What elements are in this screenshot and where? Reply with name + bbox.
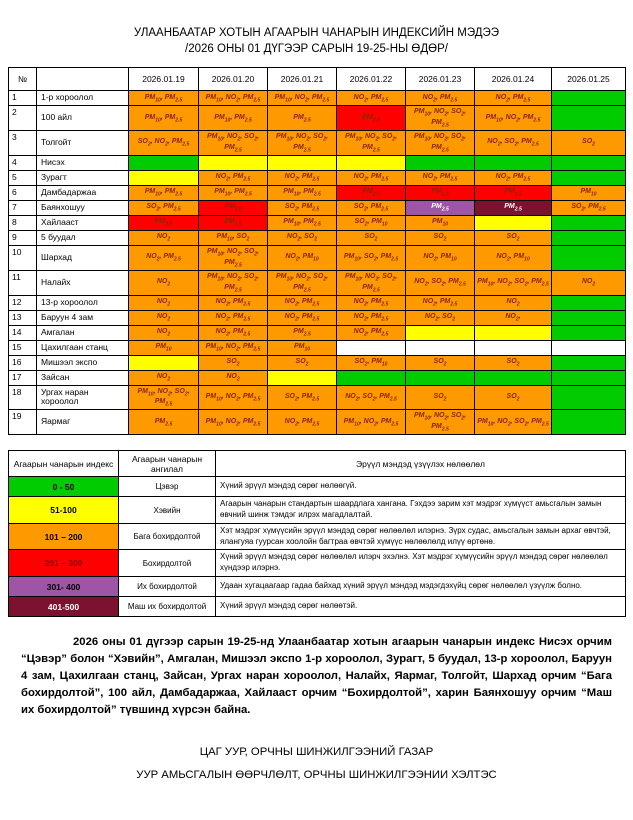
column-header-date: 2026.01.21	[268, 68, 337, 91]
aqi-legend-table	[8, 450, 626, 617]
aqi-cell	[475, 325, 552, 340]
aqi-cell: $NO_2$, $PM_{2.5}$	[337, 170, 406, 185]
station-name: Нисэх	[37, 155, 129, 170]
aqi-cell: $PM_{10}$, $NO_2$, $PM_{2.5}$	[268, 91, 337, 106]
aqi-cell: $PM_{10}$	[129, 340, 199, 355]
aqi-cell: $NO_2$, $PM_{10}$	[475, 245, 552, 270]
aqi-cell: $NO_2$	[129, 325, 199, 340]
legend-index-range: 51-100	[9, 497, 119, 524]
row-number: 15	[9, 340, 37, 355]
aqi-cell	[337, 155, 406, 170]
table-row	[9, 270, 626, 295]
table-row	[9, 355, 626, 370]
aqi-cell	[552, 91, 626, 106]
aqi-cell: $SO_2$	[268, 355, 337, 370]
column-header-date: 2026.01.22	[337, 68, 406, 91]
row-number: 10	[9, 245, 37, 270]
aqi-cell	[552, 385, 626, 410]
table-row	[9, 91, 626, 106]
aqi-cell: $NO_2$	[552, 270, 626, 295]
legend-category: Их бохирдолтой	[119, 577, 216, 597]
aqi-cell: $NO_2$, $PM_{2.5}$	[268, 295, 337, 310]
table-row	[9, 215, 626, 230]
aqi-cell	[552, 340, 626, 355]
aqi-cell: $NO_2$, $PM_{2.5}$	[337, 310, 406, 325]
column-header-number: №	[9, 68, 37, 91]
legend-column-header: Агаарын чанарын ангилал	[119, 451, 216, 477]
legend-index-range: 401-500	[9, 597, 119, 617]
row-number: 16	[9, 355, 37, 370]
row-number: 4	[9, 155, 37, 170]
aqi-cell	[552, 170, 626, 185]
table-row	[9, 410, 626, 435]
column-header-date: 2026.01.23	[406, 68, 475, 91]
row-number: 7	[9, 200, 37, 215]
station-name: Шархад	[37, 245, 129, 270]
aqi-cell: $PM_{10}$, $NO_2$, $PM_{2.5}$	[199, 385, 268, 410]
aqi-cell	[337, 370, 406, 385]
legend-category: Бага бохирдолтой	[119, 523, 216, 550]
row-number: 1	[9, 91, 37, 106]
aqi-cell: $PM_{10}$, $NO_2$, $SO_2$, $PM_{2.5}$	[199, 245, 268, 270]
aqi-cell: $PM_{10}$, $NO_2$, $SO_2$, $PM_{2.5}$	[199, 130, 268, 155]
row-number: 13	[9, 310, 37, 325]
legend-row	[9, 477, 626, 497]
aqi-cell	[552, 370, 626, 385]
aqi-cell: $NO_2$, $PM_{2.5}$	[268, 170, 337, 185]
column-header-date: 2026.01.20	[199, 68, 268, 91]
aqi-cell: $PM_{10}$, $PM_{2.5}$	[268, 215, 337, 230]
row-number: 6	[9, 185, 37, 200]
station-name: Зурагт	[37, 170, 129, 185]
aqi-cell: $NO_2$, $PM_{2.5}$	[406, 295, 475, 310]
aqi-cell: $NO_2$, $SO_2$	[268, 230, 337, 245]
aqi-cell: $PM_{10}$, $NO_2$, $SO_2$, $PM_{2.5}$	[406, 410, 475, 435]
legend-row	[9, 523, 626, 550]
report-title-line1: УЛААНБААТАР ХОТЫН АГААРЫН ЧАНАРЫН ИНДЕКСИЙН МЭДЭЭ	[133, 27, 500, 39]
aqi-cell: $PM_{10}$	[552, 185, 626, 200]
aqi-cell: $SO_2$	[406, 355, 475, 370]
aqi-cell: $PM_{2.5}$	[199, 200, 268, 215]
station-name: 1-р хороолол	[37, 91, 129, 106]
aqi-cell: $NO_2$, $PM_{2.5}$	[337, 91, 406, 106]
aqi-cell: $PM_{10}$, $NO_2$, $SO_2$, $PM_{2.5}$	[337, 270, 406, 295]
aqi-cell: $NO_2$	[199, 370, 268, 385]
aqi-cell: $SO_2$	[475, 355, 552, 370]
station-name: Толгойт	[37, 130, 129, 155]
footer-agency-line: ЦАГ УУР, ОРЧНЫ ШИНЖИЛГЭЭНИЙ ГАЗАР	[199, 745, 434, 758]
aqi-cell: $PM_{10}$	[406, 215, 475, 230]
table-row	[9, 295, 626, 310]
aqi-cell: $PM_{10}$, $NO_2$, $SO_2$, $PM_{2.5}$	[268, 130, 337, 155]
row-number: 17	[9, 370, 37, 385]
legend-category: Маш их бохирдолтой	[119, 597, 216, 617]
aqi-cell	[552, 106, 626, 131]
aqi-cell: $PM_{10}$, $PM_{2.5}$	[268, 185, 337, 200]
station-name: Амгалан	[37, 325, 129, 340]
aqi-cell: $NO_2$, $PM_{2.5}$	[199, 325, 268, 340]
station-name: 100 айл	[37, 106, 129, 131]
aqi-cell	[552, 410, 626, 435]
aqi-cell	[406, 340, 475, 355]
aqi-cell: $NO_2$, $PM_{2.5}$	[406, 170, 475, 185]
column-header-date: 2026.01.19	[129, 68, 199, 91]
aqi-cell: $PM_{2.5}$	[337, 185, 406, 200]
aqi-cell: $NO_2$	[129, 230, 199, 245]
aqi-cell: $SO_2$, $PM_{2.5}$	[129, 200, 199, 215]
station-name: 5 буудал	[37, 230, 129, 245]
aqi-cell	[406, 325, 475, 340]
aqi-cell: $NO_2$, $PM_{2.5}$	[337, 325, 406, 340]
row-number: 19	[9, 410, 37, 435]
legend-health-effect: Удаан хугацаагаар гадаа байхад хүний эрүүл мэндэд мэдэгдэхүйц сөрөг нөлөөлөл үзүүлж болно.	[216, 577, 626, 597]
aqi-cell: $PM_{2.5}$	[129, 215, 199, 230]
aqi-cell	[475, 155, 552, 170]
station-name: Мишээл экспо	[37, 355, 129, 370]
aqi-cell: $NO_2$, $SO_2$	[406, 310, 475, 325]
station-name: Яармаг	[37, 410, 129, 435]
legend-health-effect: Хүний эрүүл мэндэд сөрөг нөлөөлөл илэрч эхэлнэ. Хэт мэдрэг хүмүүсийн эрүүл мэндэд сөрөг нөлөөлөл хүндээр илэрнэ.	[216, 550, 626, 577]
legend-row	[9, 577, 626, 597]
row-number: 8	[9, 215, 37, 230]
legend-column-header: Эрүүл мэндэд үзүүлэх нөлөөлөл	[216, 451, 626, 477]
table-row	[9, 200, 626, 215]
aqi-cell: $PM_{10}$, $NO_2$, $PM_{2.5}$	[199, 410, 268, 435]
aqi-cell: $SO_2$, $PM_{2.5}$	[268, 200, 337, 215]
aqi-cell: $SO_2$, $PM_{2.5}$	[337, 200, 406, 215]
aqi-cell: $SO_2$	[406, 230, 475, 245]
station-name: Зайсан	[37, 370, 129, 385]
aqi-cell	[199, 155, 268, 170]
aqi-cell: $NO_2$, $PM_{2.5}$	[199, 295, 268, 310]
table-row	[9, 385, 626, 410]
aqi-cell	[552, 310, 626, 325]
aqi-cell: $NO_2$, $PM_{2.5}$	[199, 170, 268, 185]
aqi-cell: $SO_2$	[552, 130, 626, 155]
aqi-cell: $SO_2$	[475, 230, 552, 245]
aqi-cell: $SO_2$	[199, 355, 268, 370]
station-name: Хайлааст	[37, 215, 129, 230]
aqi-cell: $PM_{2.5}$	[199, 215, 268, 230]
report-title-line2: /2026 ОНЫ 01 ДҮГЭЭР САРЫН 19-25-НЫ ӨДӨР/	[185, 42, 448, 55]
table-row	[9, 185, 626, 200]
aqi-cell	[475, 340, 552, 355]
row-number: 11	[9, 270, 37, 295]
aqi-cell: $SO_2$, $NO_2$, $PM_{2.5}$	[129, 130, 199, 155]
row-number: 14	[9, 325, 37, 340]
table-row	[9, 245, 626, 270]
aqi-cell: $PM_{10}$, $SO_2$, $PM_{2.5}$	[337, 245, 406, 270]
summary-paragraph: 2026 оны 01 дүгээр сарын 19-25-нд Улаанбаатар хотын агаарын чанарын индекс Нисэх орчим “Цэвэр” болон “Хэвийн”, Амгалан, Мишээл экспо 1-р хороолол, Зурагт, 5 буудал, 13-р хороолол, Баруун 4 зам, Цахилгаан станц, Зайсан, Ургах наран хороолол, Налайх, Яармаг, Толгойт, Шархад орчим “Бага бохирдолтой”, 100 айл, Дамбадаржаа, Хайлааст орчим “Бохирдолтой”, харин Баянхошуу орчим “Маш их бохирдолтой” түвшинд хүрсэн байна.	[21, 636, 612, 716]
aqi-cell: $NO_2$, $PM_{10}$	[406, 245, 475, 270]
legend-category: Хэвийн	[119, 497, 216, 524]
table-row	[9, 230, 626, 245]
aqi-cell: $NO_2$, $PM_{10}$	[268, 245, 337, 270]
row-number: 2	[9, 106, 37, 131]
aqi-cell	[268, 370, 337, 385]
row-number: 5	[9, 170, 37, 185]
aqi-cell: $PM_{10}$, $NO_2$, $SO_2$, $PM_{2.5}$	[406, 106, 475, 131]
aqi-cell: $NO_2$, $PM_{2.5}$	[129, 245, 199, 270]
station-name: Баруун 4 зам	[37, 310, 129, 325]
aqi-cell: $PM_{10}$, $NO_2$, $SO_2$, $PM_{2.5}$	[406, 130, 475, 155]
aqi-cell: $PM_{2.5}$	[406, 200, 475, 215]
aqi-table	[8, 67, 626, 435]
aqi-cell: $PM_{2.5}$	[268, 106, 337, 131]
aqi-cell: $NO_2$, $PM_{2.5}$	[406, 91, 475, 106]
aqi-cell: $SO_2$, $PM_{2.5}$	[552, 200, 626, 215]
station-name: Налайх	[37, 270, 129, 295]
aqi-cell: $NO_2$	[129, 295, 199, 310]
aqi-cell	[129, 155, 199, 170]
aqi-cell: $PM_{10}$, $NO_2$, $PM_{2.5}$	[475, 106, 552, 131]
aqi-cell: $NO_2$, $PM_{2.5}$	[199, 310, 268, 325]
aqi-cell	[129, 170, 199, 185]
report-title	[0, 0, 633, 57]
station-name: Баянхошуу	[37, 200, 129, 215]
table-row	[9, 310, 626, 325]
aqi-cell	[337, 340, 406, 355]
table-row	[9, 106, 626, 131]
aqi-cell	[406, 155, 475, 170]
aqi-cell	[475, 370, 552, 385]
aqi-cell: $NO_2$, $PM_{2.5}$	[475, 91, 552, 106]
legend-category: Цэвэр	[119, 477, 216, 497]
aqi-cell: $SO_2$, $PM_{2.5}$	[268, 385, 337, 410]
aqi-cell	[475, 215, 552, 230]
aqi-cell: $PM_{10}$, $NO_2$, $SO_2$, $PM_{2.5}$	[337, 130, 406, 155]
aqi-cell: $NO_2$	[129, 310, 199, 325]
aqi-cell: $PM_{10}$, $PM_{2.5}$	[129, 91, 199, 106]
aqi-cell	[552, 325, 626, 340]
aqi-cell: $PM_{2.5}$	[475, 200, 552, 215]
aqi-cell: $SO_2$	[475, 385, 552, 410]
row-number: 18	[9, 385, 37, 410]
aqi-cell: $PM_{10}$, $PM_{2.5}$	[199, 106, 268, 131]
aqi-cell	[552, 230, 626, 245]
aqi-cell: $NO_2$,	[475, 310, 552, 325]
footer-division-line: УУР АМЬСГАЛЫН ӨӨРЧЛӨЛТ, ОРЧНЫ ШИНЖИЛГЭЭНИИ ХЭЛТЭС	[136, 769, 497, 781]
legend-health-effect: Агаарын чанарын стандартын шаардлага хангана. Гэхдээ зарим хэт мэдрэг хүмүүст амьсгалын замын өвчний шинж тэмдэг илрэх магадлалтай.	[216, 497, 626, 524]
row-number: 3	[9, 130, 37, 155]
legend-health-effect: Хүний эрүүл мэндэд сөрөг нөлөөгүй.	[216, 477, 626, 497]
aqi-cell: $PM_{10}$, $PM_{2.5}$	[129, 185, 199, 200]
aqi-cell	[268, 155, 337, 170]
table-row	[9, 370, 626, 385]
aqi-cell: $NO_2$, $PM_{2.5}$	[337, 295, 406, 310]
aqi-cell: $NO_2$, $SO_2$, $PM_{2.5}$	[475, 130, 552, 155]
aqi-cell: $NO_2$	[129, 270, 199, 295]
aqi-cell: $NO_2$	[475, 295, 552, 310]
aqi-table-header	[9, 68, 626, 91]
table-row	[9, 130, 626, 155]
aqi-cell: $NO_2$, $SO_2$, $PM_{2.5}$	[406, 270, 475, 295]
table-row	[9, 170, 626, 185]
aqi-cell: $PM_{2.5}$	[406, 185, 475, 200]
column-header-station	[37, 68, 129, 91]
aqi-cell	[552, 215, 626, 230]
aqi-cell: $PM_{10}$, $NO_2$, $SO_2$, $PM_{2.5}$	[475, 410, 552, 435]
aqi-cell: $PM_{10}$, $NO_2$, $SO_2$, $PM_{2.5}$	[199, 270, 268, 295]
column-header-date: 2026.01.25	[552, 68, 626, 91]
aqi-cell: $PM_{2.5}$	[475, 185, 552, 200]
aqi-cell: $PM_{10}$, $NO_2$, $SO_2$, $PM_{2.5}$	[475, 270, 552, 295]
aqi-cell: $PM_{10}$, $NO_2$, $PM_{2.5}$	[199, 340, 268, 355]
aqi-cell: $PM_{10}$, $SO_2$	[199, 230, 268, 245]
legend-index-range: 101 – 200	[9, 523, 119, 550]
legend-category: Бохирдолтой	[119, 550, 216, 577]
aqi-cell	[552, 295, 626, 310]
station-name: Дамбадаржаа	[37, 185, 129, 200]
aqi-cell	[406, 370, 475, 385]
aqi-cell	[552, 355, 626, 370]
station-name: Ургах наран хороолол	[37, 385, 129, 410]
legend-health-effect: Хэт мэдрэг хүмүүсийн эрүүл мэндэд сөрөг нөлөөлөл илэрнэ. Зүрх судас, амьсгалын замын архаг өвчтэй, ялангуяа гуурсан хоолойн багтраа өвчтэй хүмүүс нөлөөлөлд илүү өртөнө.	[216, 523, 626, 550]
legend-row	[9, 597, 626, 617]
column-header-date: 2026.01.24	[475, 68, 552, 91]
aqi-cell: $SO_2$, $PM_{10}$	[337, 215, 406, 230]
table-row	[9, 325, 626, 340]
table-row	[9, 155, 626, 170]
aqi-cell: $NO_2$, $SO_2$, $PM_{2.5}$	[337, 385, 406, 410]
aqi-cell: $SO_2$	[406, 385, 475, 410]
aqi-cell: $SO_2$, $PM_{10}$	[337, 355, 406, 370]
legend-index-range: 201 – 300	[9, 550, 119, 577]
aqi-cell: $PM_{10}$, $NO_2$, $PM_{2.5}$	[337, 410, 406, 435]
aqi-cell	[552, 245, 626, 270]
aqi-cell: $PM_{10}$, $NO_2$, $PM_{2.5}$	[199, 91, 268, 106]
table-row	[9, 340, 626, 355]
aqi-cell: $PM_{10}$, $NO_2$, $SO_2$, $PM_{2.5}$	[129, 385, 199, 410]
row-number: 9	[9, 230, 37, 245]
legend-index-range: 0 - 50	[9, 477, 119, 497]
aqi-cell: $SO_2$	[337, 230, 406, 245]
legend-health-effect: Хүний эрүүл мэндэд сөрөг нөлөөтэй.	[216, 597, 626, 617]
aqi-cell: $NO_2$, $PM_{2.5}$	[268, 310, 337, 325]
aqi-cell: $PM_{2.5}$	[129, 410, 199, 435]
station-name: Цахилгаан станц	[37, 340, 129, 355]
aqi-cell: $PM_{10}$, $PM_{2.5}$	[129, 106, 199, 131]
aqi-cell: $PM_{10}$, $PM_{2.5}$	[199, 185, 268, 200]
aqi-cell: $PM_{10}$, $NO_2$, $SO_2$, $PM_{2.5}$	[268, 270, 337, 295]
legend-table-header	[9, 451, 626, 477]
aqi-cell	[129, 355, 199, 370]
aqi-cell: $PM_{2.5}$	[268, 325, 337, 340]
station-name: 13-р хороолол	[37, 295, 129, 310]
legend-row	[9, 550, 626, 577]
aqi-cell: $NO_2$	[129, 370, 199, 385]
legend-row	[9, 497, 626, 524]
legend-index-range: 301- 400	[9, 577, 119, 597]
legend-column-header: Агаарын чанарын индекс	[9, 451, 119, 477]
aqi-cell: $PM_{10}$	[268, 340, 337, 355]
aqi-cell	[552, 155, 626, 170]
aqi-cell: $NO_2$, $PM_{2.5}$	[475, 170, 552, 185]
row-number: 12	[9, 295, 37, 310]
report-footer	[0, 745, 633, 784]
aqi-cell: $NO_2$, $PM_{2.5}$	[268, 410, 337, 435]
aqi-cell: $PM_{2.5}$	[337, 106, 406, 131]
